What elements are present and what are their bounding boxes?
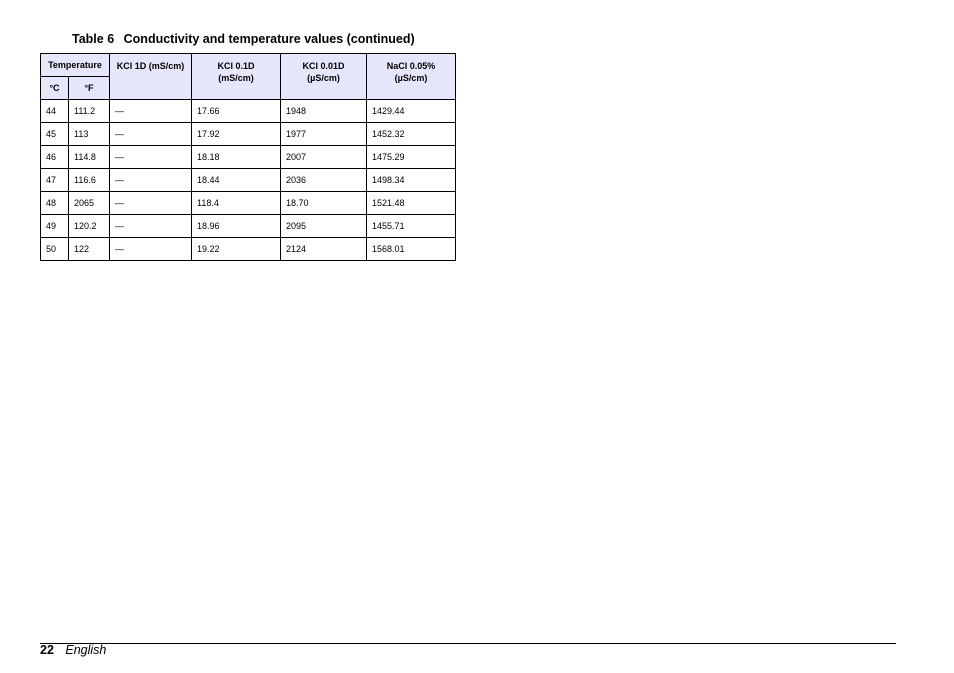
cell-celsius: 50: [41, 238, 69, 261]
cell-nacl: 1429.44: [367, 100, 456, 123]
table-caption-title: Conductivity and temperature values (continued): [123, 32, 415, 46]
table-caption: [72, 32, 415, 46]
header-kcl-1d: KCl 1D (mS/cm): [110, 54, 192, 100]
cell-kcl-001d: 2095: [281, 215, 367, 238]
cell-kcl-1d: —: [110, 123, 192, 146]
cell-kcl-001d: 2036: [281, 169, 367, 192]
cell-fahrenheit: 122: [69, 238, 110, 261]
footer-language: English: [65, 643, 107, 657]
cell-kcl-1d: —: [110, 146, 192, 169]
cell-kcl-01d: 18.44: [192, 169, 281, 192]
cell-kcl-001d: 1977: [281, 123, 367, 146]
cell-kcl-01d: 18.18: [192, 146, 281, 169]
cell-nacl: 1498.34: [367, 169, 456, 192]
cell-nacl: 1455.71: [367, 215, 456, 238]
cell-celsius: 44: [41, 100, 69, 123]
cell-nacl: 1568.01: [367, 238, 456, 261]
cell-fahrenheit: 111.2: [69, 100, 110, 123]
table-caption-number: Table 6: [72, 32, 115, 46]
table-row: [41, 123, 456, 146]
cell-kcl-1d: —: [110, 169, 192, 192]
page-number: 22: [40, 643, 54, 657]
header-temperature: Temperature: [41, 54, 110, 77]
cell-kcl-01d: 19.22: [192, 238, 281, 261]
cell-fahrenheit: 114.8: [69, 146, 110, 169]
cell-celsius: 49: [41, 215, 69, 238]
cell-fahrenheit: 113: [69, 123, 110, 146]
table-body: [41, 100, 456, 261]
cell-celsius: 46: [41, 146, 69, 169]
cell-kcl-01d: 17.66: [192, 100, 281, 123]
cell-fahrenheit: 116.6: [69, 169, 110, 192]
conductivity-table: [40, 53, 456, 261]
table-row: [41, 215, 456, 238]
cell-fahrenheit: 120.2: [69, 215, 110, 238]
header-kcl-001d: KCl 0.01D (µS/cm): [281, 54, 367, 100]
cell-nacl: 1521.48: [367, 192, 456, 215]
header-nacl: NaCl 0.05% (µS/cm): [367, 54, 456, 100]
cell-kcl-1d: —: [110, 215, 192, 238]
cell-celsius: 45: [41, 123, 69, 146]
cell-nacl: 1452.32: [367, 123, 456, 146]
cell-kcl-01d: 18.96: [192, 215, 281, 238]
page-footer: [40, 643, 106, 657]
table-row: [41, 100, 456, 123]
cell-kcl-001d: 1948: [281, 100, 367, 123]
cell-kcl-001d: 2124: [281, 238, 367, 261]
cell-kcl-01d: 118.4: [192, 192, 281, 215]
table-row: [41, 238, 456, 261]
cell-fahrenheit: 2065: [69, 192, 110, 215]
header-kcl-01d: KCl 0.1D (mS/cm): [192, 54, 281, 100]
cell-kcl-1d: —: [110, 100, 192, 123]
cell-kcl-1d: —: [110, 192, 192, 215]
table-row: [41, 192, 456, 215]
cell-celsius: 48: [41, 192, 69, 215]
cell-kcl-1d: —: [110, 238, 192, 261]
cell-kcl-001d: 18.70: [281, 192, 367, 215]
cell-kcl-001d: 2007: [281, 146, 367, 169]
header-fahrenheit: °F: [69, 77, 110, 100]
cell-celsius: 47: [41, 169, 69, 192]
footer-divider: [40, 643, 896, 644]
table-row: [41, 146, 456, 169]
header-celsius: °C: [41, 77, 69, 100]
cell-nacl: 1475.29: [367, 146, 456, 169]
cell-kcl-01d: 17.92: [192, 123, 281, 146]
table-row: [41, 169, 456, 192]
